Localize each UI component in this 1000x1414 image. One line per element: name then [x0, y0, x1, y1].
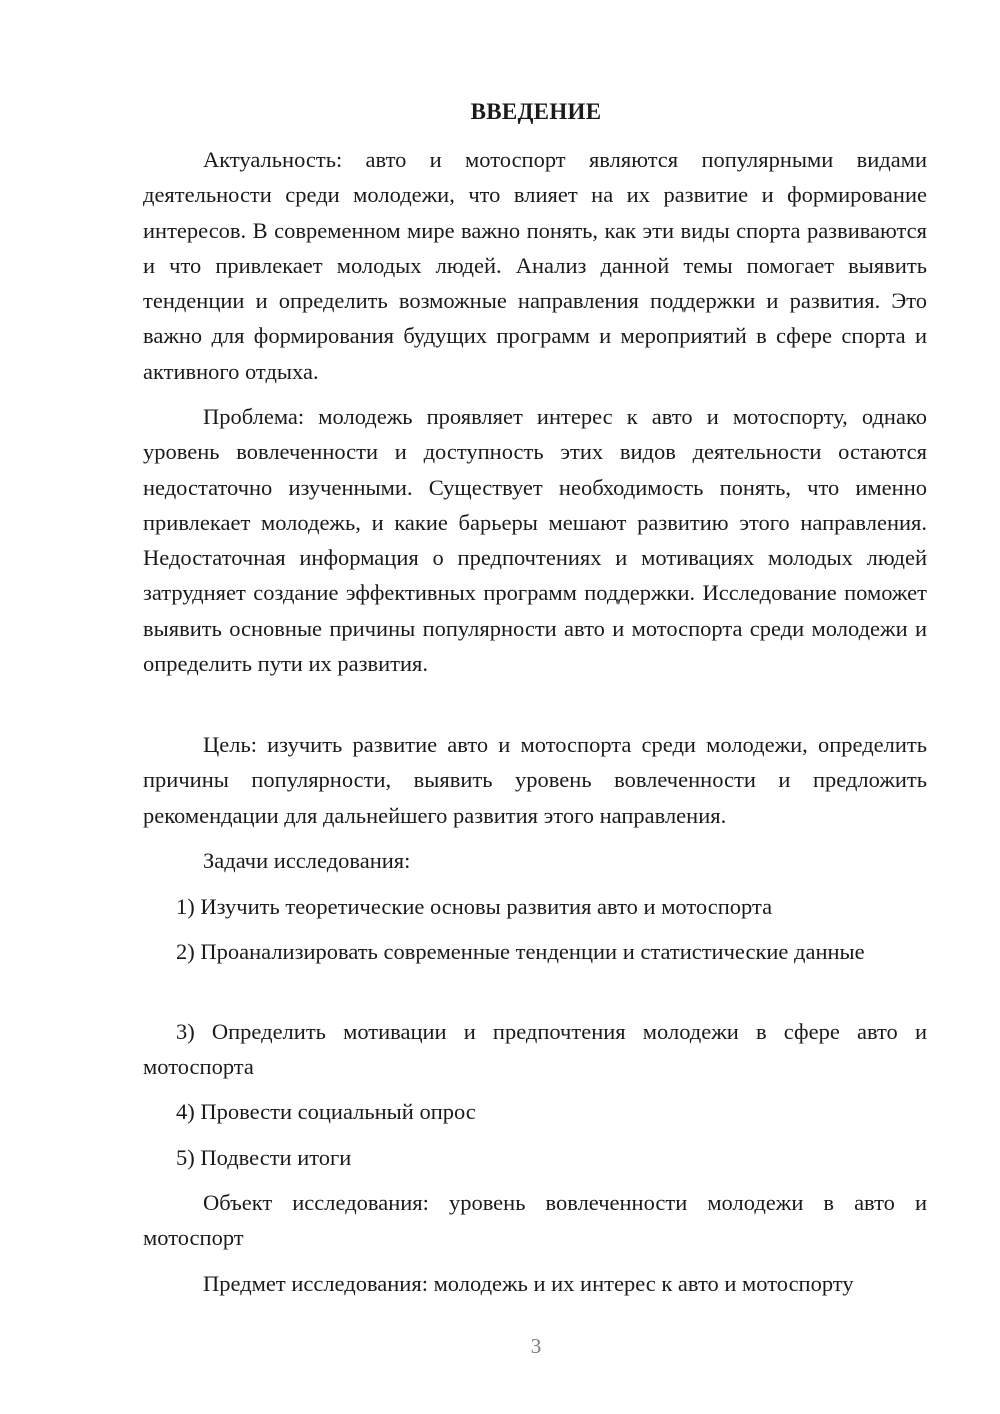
- tasks-title: Задачи исследования:: [203, 848, 411, 873]
- paragraph-object: Объект исследования: уровень вовлеченности молодежи в авто и мотоспорт: [143, 1190, 927, 1251]
- task-item: 5) Подвести итоги: [176, 1145, 352, 1170]
- task-item: 4) Провести социальный опрос: [176, 1099, 476, 1124]
- task-item: 1) Изучить теоретические основы развития авто и мотоспорта: [176, 894, 773, 919]
- task-item: 3) Определить мотивации и предпочтения молодежи в сфере авто и мотоспорта: [143, 1019, 927, 1080]
- paragraph-subject: Предмет исследования: молодежь и их интерес к авто и мотоспорту: [203, 1271, 854, 1296]
- paragraph-relevance: Актуальность: авто и мотоспорт являются популярными видами деятельности среди молодежи, что влияет на их развитие и формирование интересов. В современном мире важно понять, как эти виды спорта развиваются и что привлекает молодых людей. Анализ данной темы помогает выявить тенденции и определить возможные направления поддержки и развития. Это важно для формирования будущих программ и мероприятий в сфере спорта и активного отдыха.: [143, 147, 927, 384]
- section-heading: ВВЕДЕНИЕ: [470, 99, 602, 124]
- task-item: 2) Проанализировать современные тенденции и статистические данные: [176, 939, 865, 964]
- page-number: 3: [530, 1334, 542, 1358]
- paragraph-goal: Цель: изучить развитие авто и мотоспорта среди молодежи, определить причины популярности, выявить уровень вовлеченности и предложить рекомендации для дальнейшего развития этого направления.: [143, 732, 927, 828]
- paragraph-problem: Проблема: молодежь проявляет интерес к авто и мотоспорту, однако уровень вовлеченности и доступность этих видов деятельности остаются недостаточно изученными. Существует необходимость понять, что именно привлекает молодежь, и какие барьеры мешают развитию этого направления. Недостаточная информация о предпочтениях и мотивациях молодых людей затрудняет создание эффективных программ поддержки. Исследование поможет выявить основные причины популярности авто и мотоспорта среди молодежи и определить пути их развития.: [143, 404, 927, 677]
